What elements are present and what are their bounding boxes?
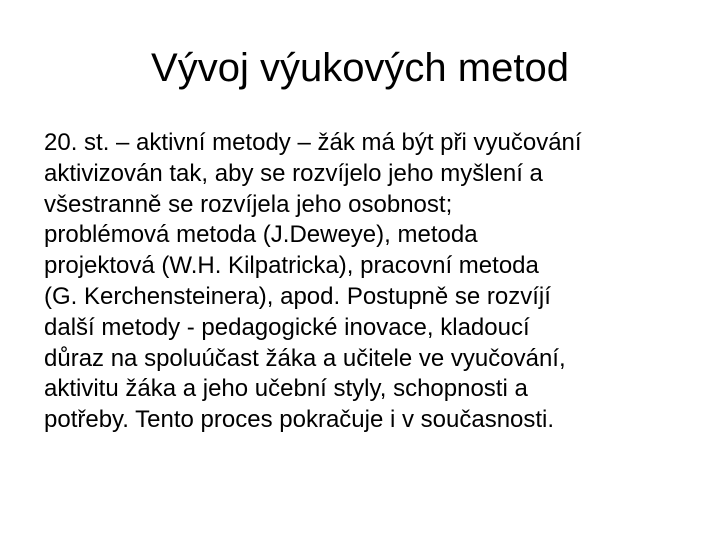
body-line: problémová metoda (J.Deweye), metoda xyxy=(44,221,478,249)
body-line: 20. st. – aktivní metody – žák má být při vyučování xyxy=(44,129,582,156)
slide-title: Vývoj výukových metod xyxy=(151,46,569,90)
body-line: potřeby. Tento proces pokračuje i v současnosti. xyxy=(44,406,555,434)
body-line: aktivizován tak, aby se rozvíjelo jeho myšlení a xyxy=(44,159,543,187)
body-line: (G. Kerchensteinera), apod. Postupně se rozvíjí xyxy=(44,282,551,310)
body-line: všestranně se rozvíjela jeho osobnost; xyxy=(44,190,453,218)
body-line: další metody - pedagogické inovace, kladoucí xyxy=(44,313,530,341)
body-line: aktivitu žáka a jeho učební styly, schopnosti a xyxy=(44,375,528,403)
body-line: projektová (W.H. Kilpatricka), pracovní metoda xyxy=(44,252,539,280)
body-paragraph xyxy=(44,128,720,436)
body-line: důraz na spoluúčast žáka a učitele ve vyučování, xyxy=(44,344,566,372)
